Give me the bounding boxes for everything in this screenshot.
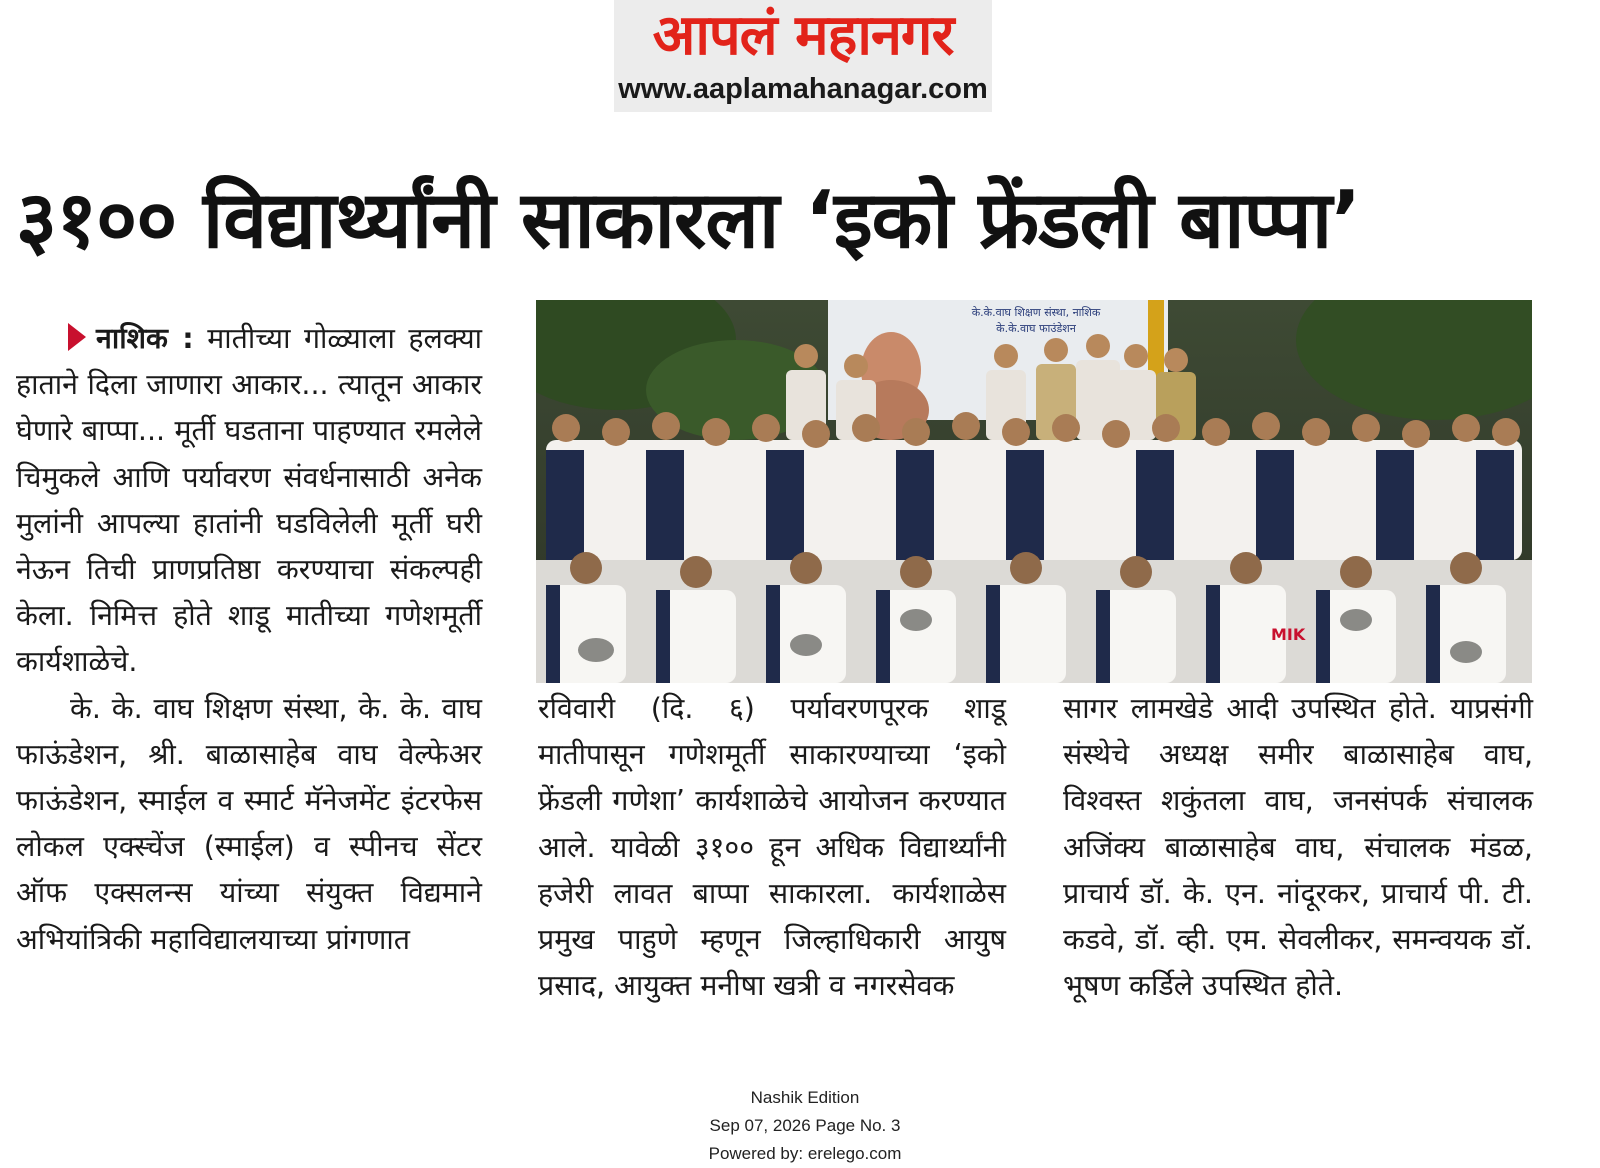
banner-line-2: के.के.वाघ फाउंडेशन [996,322,1076,335]
article-paragraph-4: सागर लामखेडे आदी उपस्थित होते. याप्रसंगी संस्थेचे अध्यक्ष समीर बाळासाहेब वाघ, विश्वस्त शकुंतला वाघ, जनसंपर्क संचालक अजिंक्य बाळासाहेब वाघ, संचालक मंडळ, प्राचार्य डॉ. के. एन. नांदूरकर, प्राचार्य पी. टी. कडवे, डॉ. व्ही. एम. सेवलीकर, समन्वयक डॉ. भूषण कर्डिले उपस्थित होते. [1063,692,1533,1003]
masthead-logo: आपलं महानगर [652,3,954,68]
article-column-2 [538,686,1006,1009]
article-paragraph-2: के. के. वाघ शिक्षण संस्था, के. के. वाघ फाऊंडेशन, श्री. बाळासाहेब वाघ वेल्फेअर फाऊंडेशन, स्माईल व स्मार्ट मॅनेजमेंट इंटरफेस लोकल एक्स्चेंज (स्माईल) व स्पीनच सेंटर ऑफ एक्सलन्स यांच्या संयुक्त विद्यमाने अभियांत्रिकी महाविद्यालयाच्या प्रांगणात [16,691,482,956]
page-footer [640,1084,970,1168]
dateline-arrow-icon [68,323,86,351]
shirt-print: MIK [1271,625,1306,644]
article-column-3 [1063,686,1533,1009]
event-photo-graphic [536,300,1532,683]
masthead-url: www.aaplamahanagar.com [618,73,988,105]
date-page-label: Sep 07, 2026 Page No. 3 [709,1116,901,1135]
dateline: नाशिक : [96,322,194,355]
banner-line-1: के.के.वाघ शिक्षण संस्था, नाशिक [971,306,1101,319]
powered-by-label: Powered by: erelego.com [708,1144,902,1163]
article-text: मातीच्या गोळ्याला हलक्या हाताने दिला जाणारा आकार... त्यातून आकार घेणारे बाप्पा... मूर्ती घडताना पाहण्यात रमलेले चिमुकले आणि पर्यावरण संवर्धनासाठी अनेक मुलांनी आपल्या हातांनी घडविलेली मूर्ती घरी नेऊन तिची प्राणप्रतिष्ठा करण्याचा संकल्पही केला. निमित्त होते शाडू मातीच्या गणेशमूर्ती कार्यशाळेचे. [16,322,483,679]
article-paragraph-3: रविवारी (दि. ६) पर्यावरणपूरक शाडू मातीपासून गणेशमूर्ती साकारण्याच्या ‘इको फ्रेंडली गणेशा’ कार्यशाळेचे आयोजन करण्यात आले. यावेळी ३१०० हून अधिक विद्यार्थ्यांनी हजेरी लावत बाप्पा साकारला. कार्यशाळेस प्रमुख पाहुणे म्हणून जिल्हाधिकारी आयुष प्रसाद, आयुक्त मनीषा खत्री व नगरसेवक [538,692,1006,1003]
headline: ३१०० विद्यार्थ्यांनी साकारला ‘इको फ्रेंडली बाप्पा’ [16,174,1361,266]
event-photo [536,300,1532,683]
article-paragraph-1 [16,316,482,686]
edition-label: Nashik Edition [750,1088,860,1107]
masthead [614,0,992,112]
article-column-1 [16,316,482,963]
